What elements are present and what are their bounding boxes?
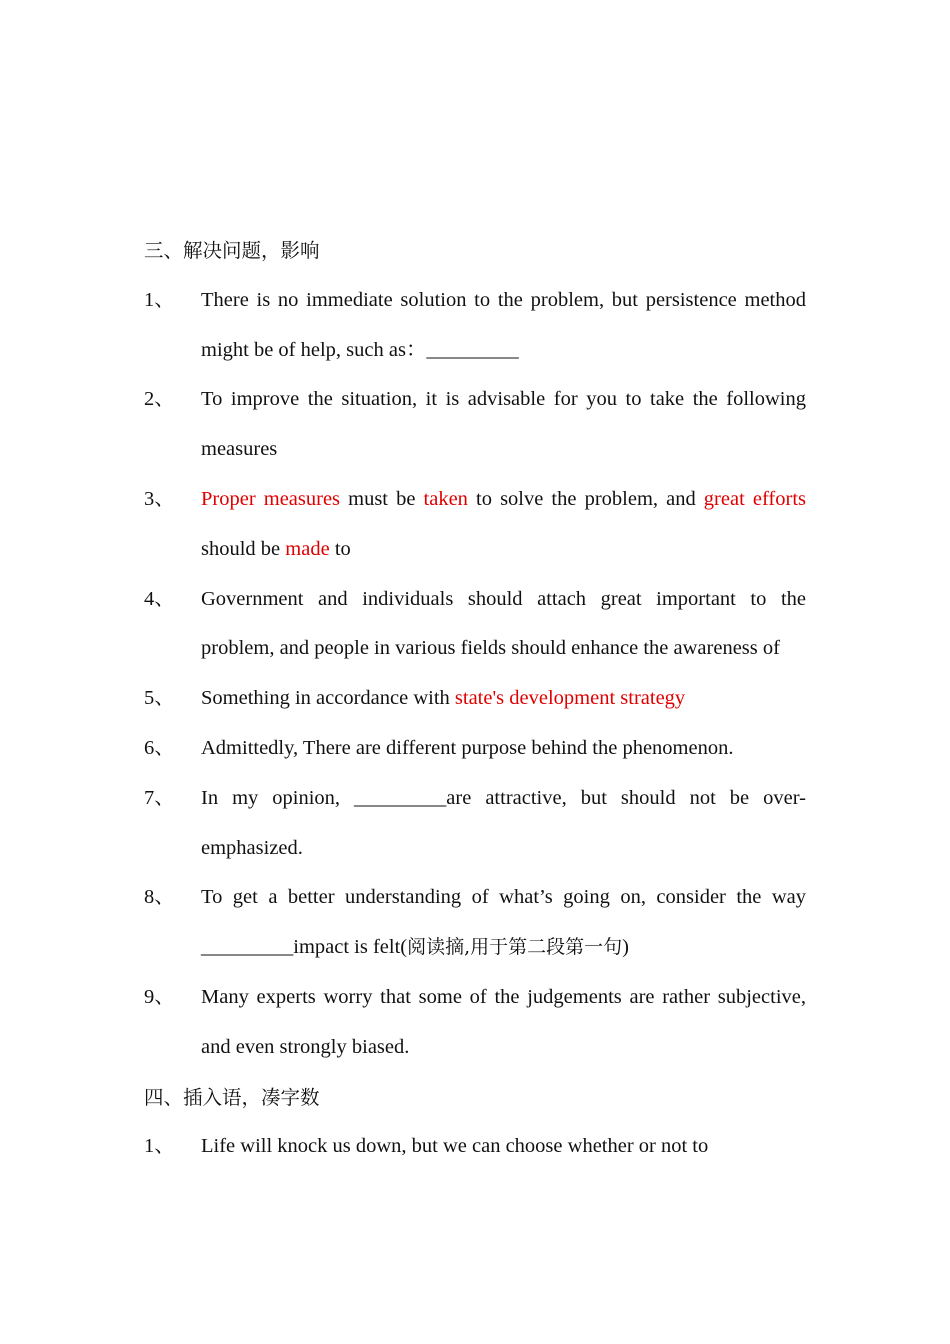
highlighted-segment: Proper measures bbox=[201, 487, 341, 510]
text-segment: ) bbox=[622, 936, 629, 959]
list-item bbox=[144, 873, 806, 973]
item-text bbox=[201, 674, 806, 724]
text-segment: In my opinion, _________are attractive, but should not be over-emphasized. bbox=[201, 786, 806, 859]
item-number: 7、 bbox=[144, 786, 175, 809]
item-number: 3、 bbox=[144, 487, 175, 510]
text-segment: To get a better understanding of what’s going on, consider the way _________impact is felt( bbox=[201, 886, 806, 959]
list-item bbox=[144, 973, 806, 1073]
text-segment: Something in accordance with bbox=[201, 687, 455, 710]
item-text bbox=[201, 774, 806, 874]
list-item bbox=[144, 475, 806, 575]
text-segment: Government and individuals should attach great important to the problem, and people in various fields should enhance the awareness of bbox=[201, 587, 806, 660]
document-body bbox=[144, 226, 806, 1172]
list-item bbox=[144, 774, 806, 874]
list-item bbox=[144, 276, 806, 376]
list-item bbox=[144, 375, 806, 475]
item-number: 2、 bbox=[144, 388, 175, 411]
item-number: 9、 bbox=[144, 985, 175, 1008]
text-segment: Many experts worry that some of the judgements are rather subjective, and even strongly biased. bbox=[201, 985, 806, 1058]
list-item bbox=[144, 674, 806, 724]
section-heading: 四、插入语，凑字数 bbox=[144, 1085, 320, 1109]
chinese-note-segment: 阅读摘,用于第二段第一句 bbox=[407, 936, 623, 959]
item-text bbox=[201, 575, 806, 675]
item-text bbox=[201, 873, 806, 973]
section-heading: 三、解决问题，影响 bbox=[144, 239, 320, 262]
highlighted-segment: made bbox=[285, 537, 330, 560]
text-segment: to bbox=[329, 537, 351, 560]
text-segment: Life will knock us down, but we can choose whether or not to bbox=[201, 1135, 709, 1158]
item-number: 6、 bbox=[144, 736, 175, 759]
item-text bbox=[201, 276, 806, 376]
item-text bbox=[201, 724, 806, 774]
text-segment: should be bbox=[201, 537, 286, 560]
item-text bbox=[201, 375, 806, 475]
text-segment: Admittedly, There are different purpose behind the phenomenon. bbox=[201, 736, 734, 759]
highlighted-segment: taken bbox=[423, 487, 468, 510]
item-number: 4、 bbox=[144, 587, 175, 610]
text-segment: To improve the situation, it is advisable for you to take the following measures bbox=[201, 388, 806, 461]
text-segment: to solve the problem, and bbox=[467, 487, 704, 510]
item-text bbox=[201, 973, 806, 1073]
item-number: 1、 bbox=[144, 1135, 175, 1158]
item-number: 5、 bbox=[144, 687, 175, 710]
list-item bbox=[144, 575, 806, 675]
item-number: 1、 bbox=[144, 288, 175, 311]
highlighted-segment: state's development strategy bbox=[454, 687, 686, 710]
list-item bbox=[144, 1122, 806, 1172]
list-item bbox=[144, 724, 806, 774]
text-segment: must be bbox=[340, 487, 424, 510]
item-text bbox=[201, 1122, 806, 1172]
text-segment: There is no immediate solution to the problem, but persistence method might be of help, such as：_________ bbox=[201, 288, 806, 361]
highlighted-segment: great efforts bbox=[703, 487, 806, 510]
item-number: 8、 bbox=[144, 886, 175, 909]
item-text bbox=[201, 475, 806, 575]
